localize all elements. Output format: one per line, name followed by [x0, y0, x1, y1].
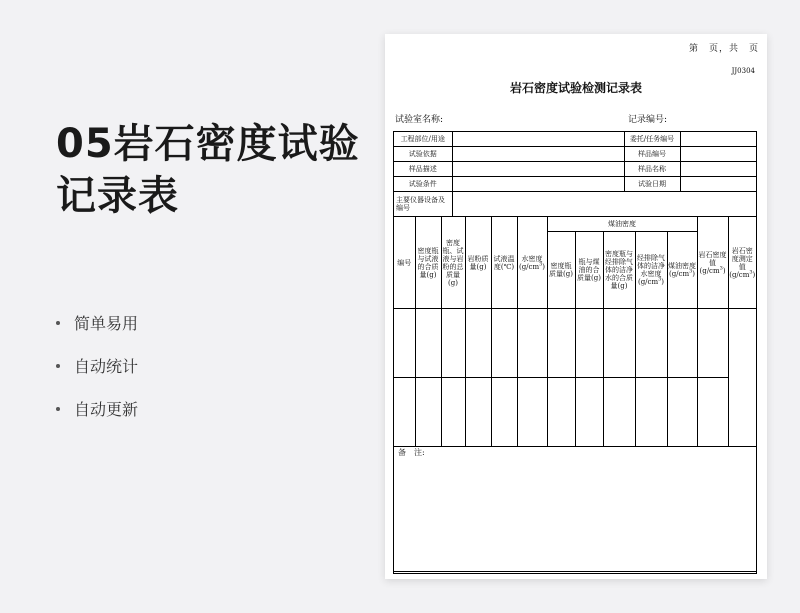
col-clean-water-density: 经排除气体的洁净水密度$(g/cm^3)$	[635, 232, 667, 309]
col-total-mass: 密度瓶、试液与岩粉的总质量(g)	[441, 217, 465, 309]
form-frame	[393, 131, 757, 574]
basis-value	[452, 147, 624, 162]
col-group-kerosene: 煤油密度	[547, 217, 697, 232]
record-number-label: 记录编号:	[628, 115, 668, 125]
col-liquid-temp: 试液温度(℃)	[491, 217, 517, 309]
equipment-value	[452, 192, 756, 217]
entrust-value	[680, 132, 756, 147]
sample-no-label: 样品编号	[624, 147, 680, 162]
sample-name-value	[680, 162, 756, 177]
col-kerosene-density: 煤油密度$(g/cm^3)$	[667, 232, 697, 309]
col-bottle-liquid-mass: 密度瓶与试液的合质量(g)	[415, 217, 441, 309]
promo-title-line2: 记录表	[56, 173, 179, 219]
col-number: 编号	[394, 217, 415, 309]
promo-title-line1: 05岩石密度试验	[56, 121, 360, 167]
table-row	[394, 309, 756, 378]
project-value	[452, 132, 624, 147]
entrust-label: 委托/任务编号	[624, 132, 680, 147]
col-bottle-kerosene-mass: 瓶与煤油的合质量(g)	[575, 232, 603, 309]
sample-name-label: 样品名称	[624, 162, 680, 177]
test-date-label: 试验日期	[624, 177, 680, 192]
col-powder-mass: 岩粉质量(g)	[465, 217, 491, 309]
col-water-density: 水密度$(g/cm^3)$	[517, 217, 547, 309]
promo-title	[56, 118, 376, 222]
col-bottle-mass: 密度瓶质量(g)	[547, 232, 575, 309]
sample-no-value	[680, 147, 756, 162]
col-rock-density-measured: 岩石密度测定值$(g/cm^3)$	[728, 217, 756, 309]
project-label: 工程部位/用途	[394, 132, 452, 147]
feature-item: 简单易用	[56, 312, 138, 355]
lab-name-label: 试验室名称:	[395, 115, 444, 125]
table-row	[394, 378, 756, 447]
sample-desc-value	[452, 162, 624, 177]
bullet-icon	[56, 364, 60, 368]
basis-label: 试验依据	[394, 147, 452, 162]
info-table	[394, 132, 756, 217]
bullet-icon	[56, 321, 60, 325]
feature-list	[56, 312, 138, 441]
remarks-label: 备 注:	[398, 448, 425, 457]
feature-item: 自动更新	[56, 398, 138, 441]
sample-desc-label: 样品描述	[394, 162, 452, 177]
feature-item: 自动统计	[56, 355, 138, 398]
bullet-icon	[56, 407, 60, 411]
test-date-value	[680, 177, 756, 192]
data-table	[394, 217, 756, 572]
sheet-title: 岩石密度试验检测记录表	[509, 81, 642, 95]
remarks	[394, 447, 756, 572]
form-code: JJ0304	[731, 67, 755, 75]
col-rock-density: 岩石密度值$(g/cm^3)$	[697, 217, 728, 309]
record-sheet	[385, 34, 767, 579]
conditions-value	[452, 177, 624, 192]
conditions-label: 试验条件	[394, 177, 452, 192]
equipment-label: 主要仪器设备及编号	[394, 192, 452, 217]
page-counter: 第 页，共 页	[688, 44, 759, 54]
col-bottle-water-mass: 密度瓶与经排除气体的洁净水的合质量(g)	[603, 232, 635, 309]
